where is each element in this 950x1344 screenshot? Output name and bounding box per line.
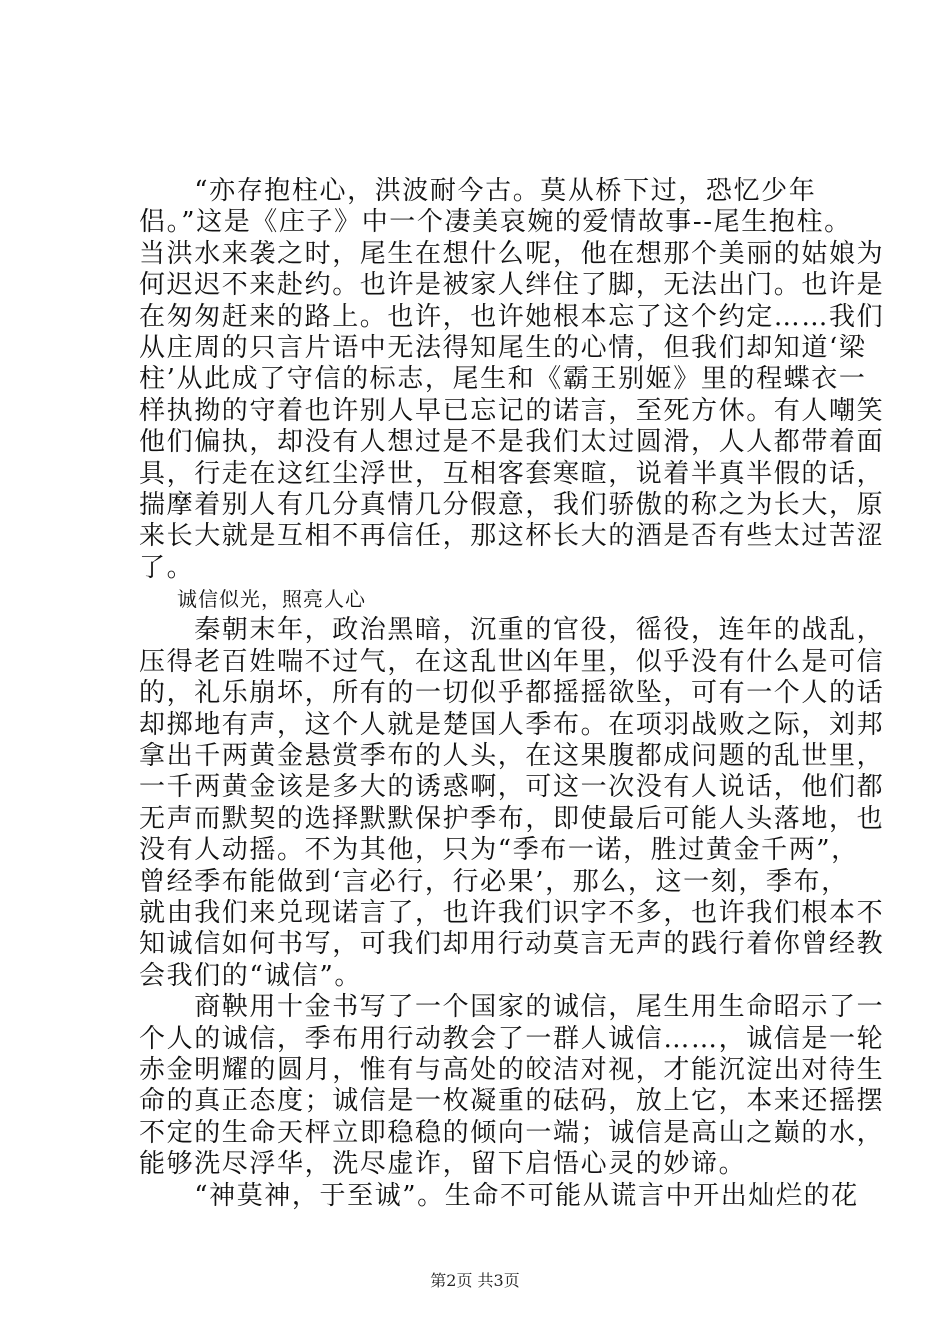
text-line: 样执拗的守着也许别人早已忘记的诺言，至死方休。有人嘲笑 — [139, 395, 885, 426]
text-line: 从庄周的只言片语中无法得知尾生的心情，但我们却知道‘梁 — [139, 332, 867, 363]
text-line: 压得老百姓喘不过气，在这乱世凶年里，似乎没有什么是可信 — [139, 646, 885, 677]
text-line: 不定的生命天枰立即稳稳的倾向一端；诚信是高山之巅的水， — [139, 1117, 885, 1148]
text-line: 他们偏执，却没有人想过是不是我们太过圆滑，人人都带着面 — [139, 427, 885, 458]
text-line: 命的真正态度；诚信是一枚凝重的砝码，放上它，本来还摇摆 — [139, 1086, 885, 1117]
text-line: 何迟迟不来赴约。也许是被家人绊住了脚，无法出门。也许是 — [139, 270, 885, 301]
document-body — [139, 176, 885, 1212]
text-line: 就由我们来兑现诺言了，也许我们识字不多，也许我们根本不 — [139, 897, 885, 928]
text-line: 一千两黄金该是多大的诱惑啊，可这一次没有人说话，他们都 — [139, 772, 885, 803]
text-line: 知诚信如何书写，可我们却用行动莫言无声的践行着你曾经教 — [139, 929, 885, 960]
section-heading: 诚信似光，照亮人心 — [177, 587, 366, 612]
text-line: 无声而默契的选择默默保护季布，即使最后可能人头落地，也 — [139, 803, 885, 834]
text-line: 能够洗尽浮华，洗尽虚诈，留下启悟心灵的妙谛。 — [139, 1149, 747, 1180]
text-line: 柱’从此成了守信的标志，尾生和《霸王别姬》里的程蝶衣一 — [139, 364, 867, 395]
text-line: 曾经季布能做到‘言必行，行必果’，那么，这一刻，季布， — [139, 866, 849, 897]
text-line: 揣摩着别人有几分真情几分假意，我们骄傲的称之为长大，原 — [139, 489, 885, 520]
text-line: “神莫神，于至诚”。生命不可能从谎言中开出灿烂的花 — [139, 1180, 859, 1211]
text-line: 侣。”这是《庄子》中一个凄美哀婉的爱情故事--尾生抱柱。 — [139, 207, 852, 238]
text-line: 赤金明耀的圆月，惟有与高处的皎洁对视，才能沉淀出对待生 — [139, 1054, 885, 1085]
text-line: 当洪水来袭之时，尾生在想什么呢，他在想那个美丽的姑娘为 — [139, 238, 885, 269]
text-line: 拿出千两黄金悬赏季布的人头，在这果腹都成问题的乱世里， — [139, 741, 885, 772]
text-line: 没有人动摇。不为其他，只为“季布一诺，胜过黄金千两”， — [139, 835, 859, 866]
text-line: 在匆匆赶来的路上。也许，也许她根本忘了这个约定……我们 — [139, 301, 885, 332]
text-line: 个人的诚信，季布用行动教会了一群人诚信……，诚信是一轮 — [139, 1023, 885, 1054]
text-line: 来长大就是互相不再信任，那这杯长大的酒是否有些太过苦涩 — [139, 521, 885, 552]
page-number-footer: 第2页 共3页 — [430, 1271, 520, 1290]
text-line: 的，礼乐崩坏，所有的一切似乎都摇摇欲坠，可有一个人的话 — [139, 678, 885, 709]
text-line: 却掷地有声，这个人就是楚国人季布。在项羽战败之际，刘邦 — [139, 709, 885, 740]
text-line: 会我们的“诚信”。 — [139, 960, 362, 991]
text-line: “亦存抱柱心，洪波耐今古。莫从桥下过，恐忆少年 — [139, 176, 817, 206]
text-line: 商鞅用十金书写了一个国家的诚信，尾生用生命昭示了一 — [139, 992, 885, 1023]
text-line: 了。 — [139, 552, 195, 583]
text-line: 秦朝末年，政治黑暗，沉重的官役，徭役，连年的战乱， — [139, 615, 885, 646]
text-line: 具，行走在这红尘浮世，互相客套寒暄，说着半真半假的话， — [139, 458, 885, 489]
